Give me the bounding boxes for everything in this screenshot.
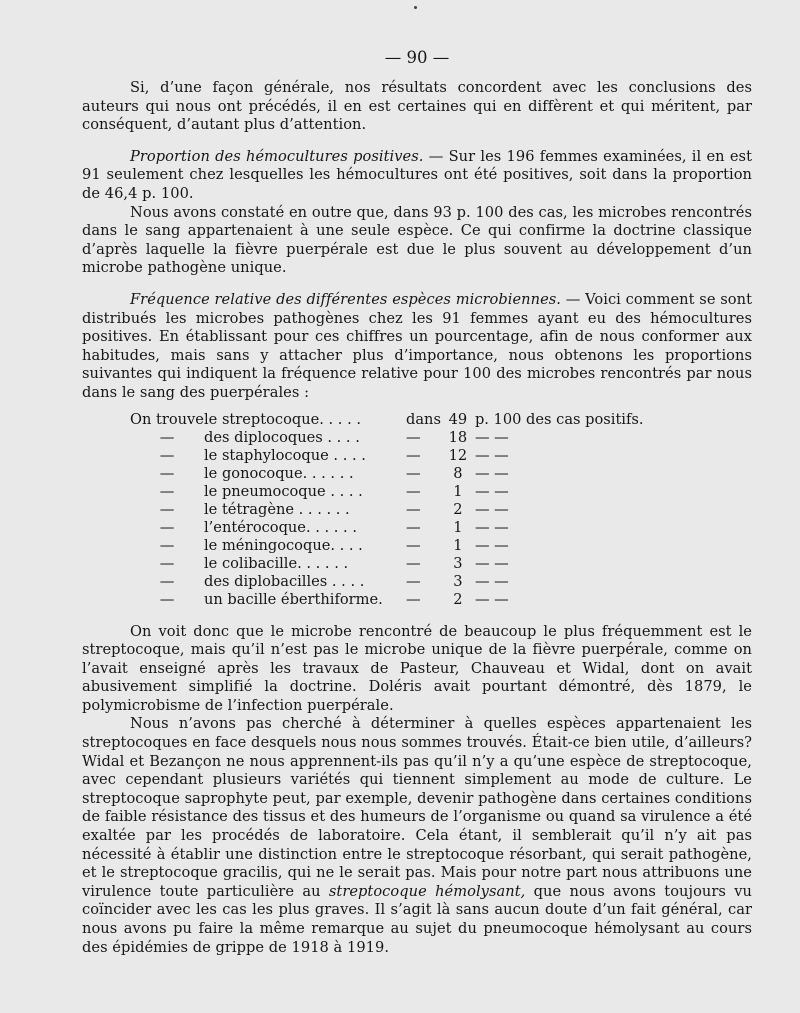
table-cell-num: 2 [453,590,463,608]
microbe-frequency-table [130,411,690,609]
section-title-positive-proportion: Proportion des hémocultures positives. [130,147,424,165]
table-cell-name: des diplocoques . . . . [204,428,360,446]
table-cell-num: 18 [448,428,468,446]
table-cell-name: des diplobacilles . . . . [204,572,365,590]
paragraph-text: Nous n’avons pas cherché à déterminer à quelles espèces appartenaient les streptocoques en face desquels nous nous sommes trouvés. Était-ce bien utile, d’ailleurs? Widal et Bezançon ne nous apprennent-ils pas qu’il n’y a qu’une espèce de streptocoque, avec cependant plusieurs variétés qui tiennent simplement au mode de culture. Le streptocoque saprophyte peut, par exemple, devenir pathogène dans certaines conditions de faible résistance des tissus et des humeurs de l’organisme ou quand sa virulence a été exaltée par les procédés de laboratoire. Cela étant, il semblerait qu’il n’y ait pas nécessité à établir une distinction entre le streptocoque résorbant, qui serait pathogène, et le streptocoque gracilis, qui ne le serait pas. Mais pour notre part nous attribuons une virulence toute particulière au [82,715,752,900]
table-cell-word: — [406,446,421,464]
paragraph-text: que nous avons toujours vu coïncider avec les cas les plus graves. Il s’agit là sans aucun doute d’un fait général, car nous avons pu faire la même remarque au sujet du pneumocoque hémolysant au cours des épidémies de grippe de 1918 à 1919. [82,882,752,956]
table-cell-num: 8 [453,464,463,482]
table-cell-num: 1 [453,536,463,554]
emphasized-term: streptocoque hémolysant, [328,882,526,900]
paragraph-text: — Sur les 196 femmes examinées, il en est 91 seulement chez lesquelles les hémocultures ont été positives, soit dans la proportion de 46,4 p. 100. [82,147,752,202]
table-cell-lead: — [159,518,175,536]
table-cell-lead: — [159,446,175,464]
table-row [130,447,690,465]
spacer [82,135,752,148]
paragraph-text: — Voici comment se sont distribués les microbes pathogènes chez les 91 femmes ayant eu des hémocultures positives. En établissant pour ces chiffres un pourcentage, afin de nous conformer aux habitudes, mais sans y attacher plus d’importance, nous obtenons les proportions suivantes qui indiquent la fréquence relative pour 100 des microbes rencontrés par nous dans le sang des puerpérales : [82,290,752,401]
table-cell-name: le staphylocoque . . . . [204,446,366,464]
paragraph-conclusion-streptococcus: On voit donc que le microbe rencontré de beaucoup le plus fréquemment est le streptocoque, mais qu’il n’est pas le microbe unique de la fièvre puerpérale, comme on l’avait enseigné après les travaux de Pasteur, Chauveau et Widal, dont on avait abusivement simplifié la doctrine. Doléris avait pourtant démontré, dès 1879, le polymicrobisme de l’infection puerpérale. [82,622,752,714]
table-cell-name: le tétragène . . . . . . [204,500,350,518]
table-cell-lead: — [159,554,175,572]
table-cell-pct: — — [474,500,509,518]
paragraph-hemolytic-streptococcus [82,715,752,957]
table-cell-num: 12 [448,446,468,464]
table-body [130,411,690,609]
table-cell-lead: — [159,500,175,518]
table-cell-word: — [406,518,421,536]
table-cell-name: le gonocoque. . . . . . [204,464,354,482]
paragraph-positive-proportion [82,148,752,204]
table-cell-num: 1 [453,482,463,500]
table-cell-num: 3 [453,572,463,590]
spacer [82,278,752,291]
table-cell-pct: — — [474,536,509,554]
table-row [130,501,690,519]
table-cell-name: l’entérocoque. . . . . . [204,518,357,536]
table-cell-name: le pneumocoque . . . . [204,482,363,500]
table-cell-word: — [406,500,421,518]
paragraph-intro: Si, d’une façon générale, nos résultats concordent avec les conclusions des auteurs qui nous ont précédés, il en est certaines qui en diffèrent et qui méritent, par conséquent, d’autant plus d’attention. [82,79,752,134]
table-cell-pct: — — [474,446,509,464]
table-row [130,411,690,429]
table-cell-pct: p. 100 des cas positifs. [474,410,644,428]
table-cell-word: — [406,536,421,554]
table-cell-num: 49 [448,410,468,428]
table-cell-num: 1 [453,518,463,536]
table-cell-num: 2 [453,500,463,518]
table-cell-num: 3 [453,554,463,572]
table-cell-word: — [406,554,421,572]
table-cell-name: le colibacille. . . . . . [204,554,349,572]
table-cell-pct: — — [474,590,509,608]
table-cell-pct: — — [474,554,509,572]
table-cell-lead: — [159,572,175,590]
section-title-relative-frequency: Fréquence relative des différentes espèces microbiennes. [130,290,561,308]
table-cell-pct: — — [474,572,509,590]
table-cell-name: un bacille éberthiforme. [204,590,383,608]
table-cell-word: — [406,590,421,608]
table-row [130,465,690,483]
table-cell-pct: — — [474,428,509,446]
table-cell-name: le méningocoque. . . . [204,536,363,554]
table-cell-word: — [406,482,421,500]
table-cell-word: — [406,428,421,446]
table-cell-lead: On trouve [130,410,204,428]
table-cell-pct: — — [474,518,509,536]
table-cell-pct: — — [474,482,509,500]
table-cell-word: — [406,464,421,482]
print-speck [414,6,417,9]
page-number: — 90 — [384,48,450,67]
table-cell-lead: — [159,464,175,482]
table-cell-lead: — [159,428,175,446]
table-row [130,429,690,447]
table-row [130,519,690,537]
table-row [130,591,690,609]
table-cell-word: — [406,572,421,590]
table-row [130,537,690,555]
table-row [130,555,690,573]
table-cell-lead: — [159,536,175,554]
table-row [130,483,690,501]
table-cell-lead: — [159,482,175,500]
paragraph-relative-frequency [82,291,752,403]
paragraph-single-species: Nous avons constaté en outre que, dans 93 p. 100 des cas, les microbes rencontrés dans le sang appartenaient à une seule espèce. Ce qui confirme la doctrine classique d’après laquelle la fièvre puerpérale est due le plus souvent au développement d’un microbe pathogène unique. [82,203,752,277]
table-row [130,573,690,591]
table-cell-pct: — — [474,464,509,482]
table-cell-word: dans [406,410,441,428]
table-cell-lead: — [159,590,175,608]
table-cell-name: le streptocoque. . . . . [204,410,361,428]
